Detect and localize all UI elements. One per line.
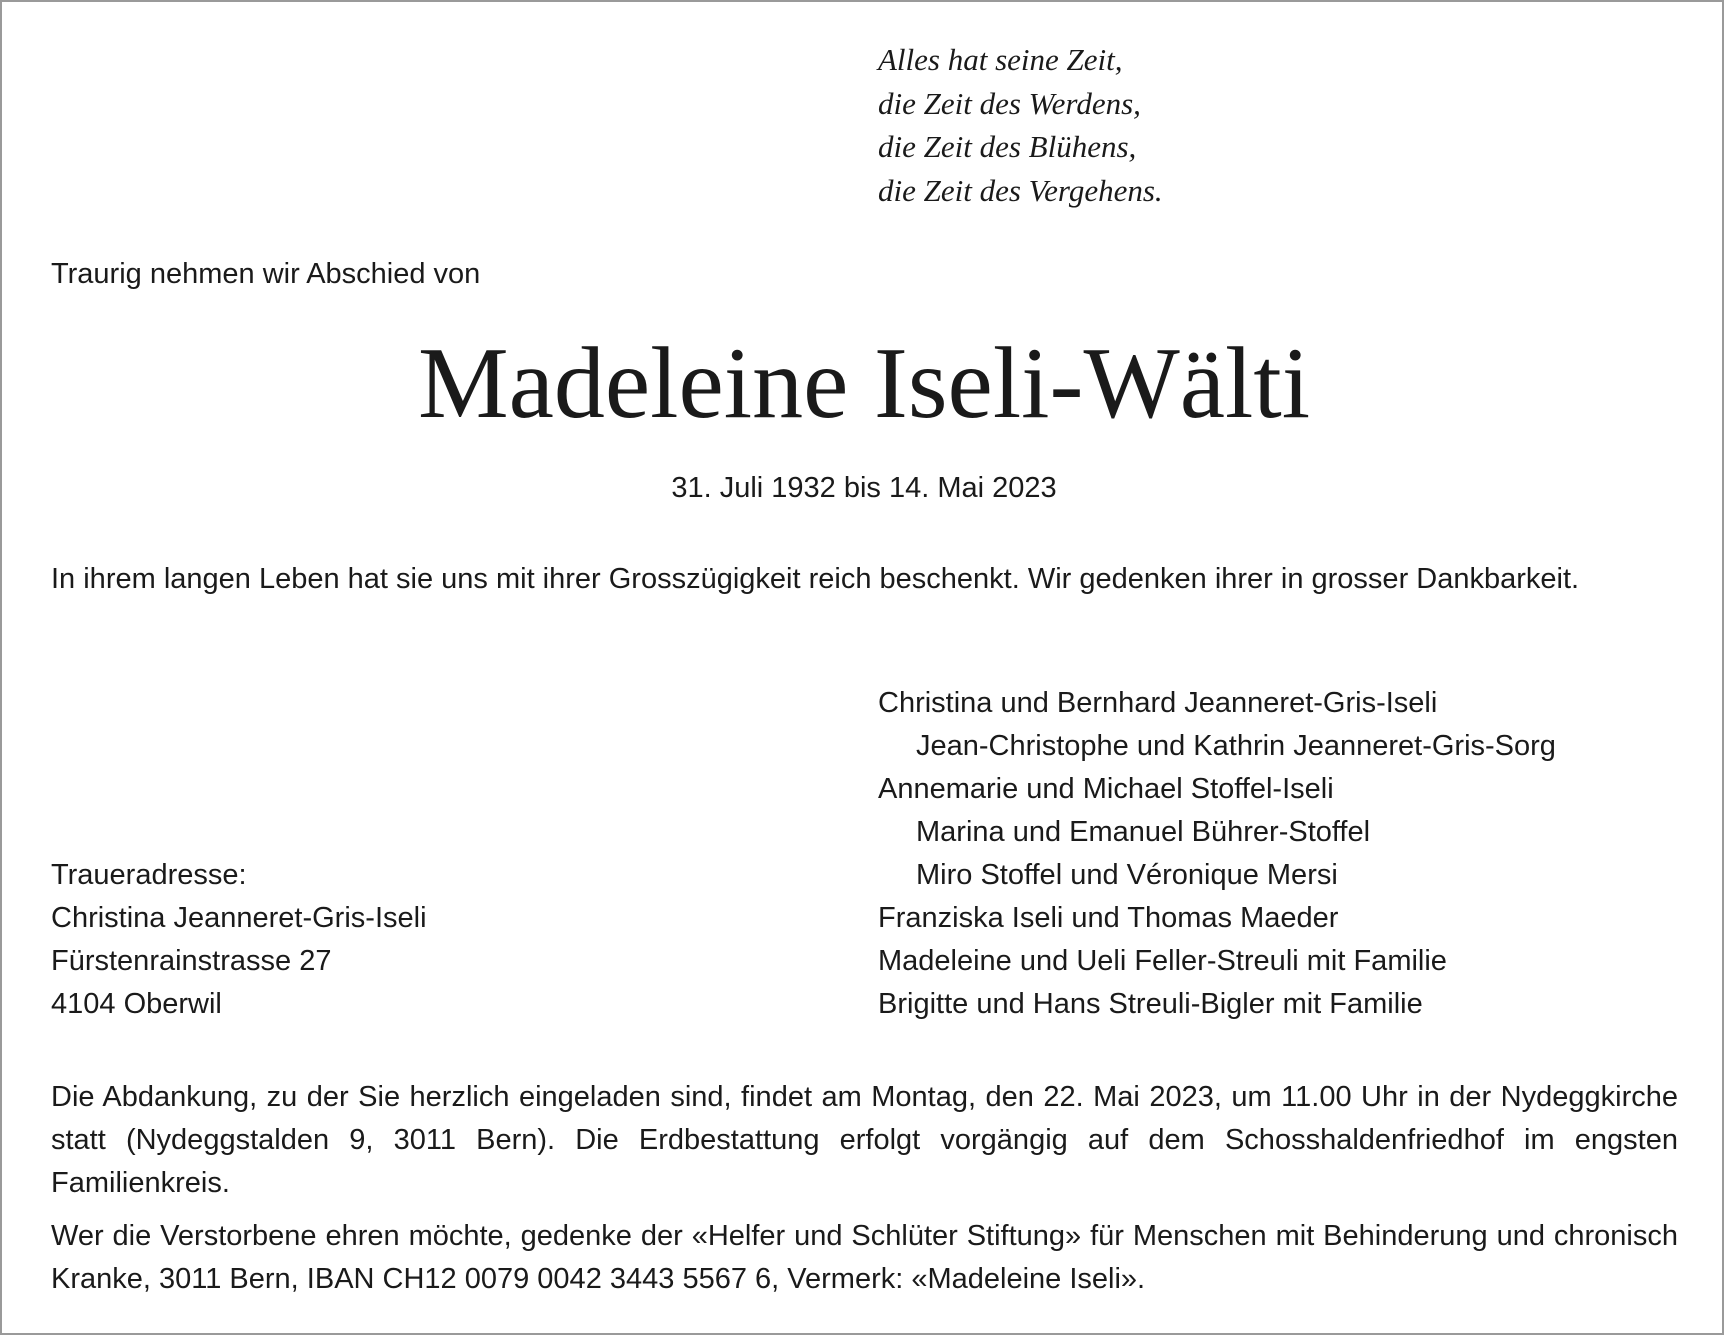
deceased-name: Madeleine Iseli-Wälti <box>417 327 1311 440</box>
mourning-address <box>51 854 427 1026</box>
address-name: Christina Jeanneret-Gris-Iseli <box>51 902 427 934</box>
poem <box>878 38 1163 212</box>
relative-entry: Annemarie und Michael Stoffel-Iseli <box>878 773 1334 805</box>
relative-entry: Jean-Christophe und Kathrin Jeanneret-Gris-Sorg <box>916 730 1556 762</box>
intro-text: Traurig nehmen wir Abschied von <box>51 258 481 290</box>
relative-entry: Brigitte und Hans Streuli-Bigler mit Familie <box>878 988 1423 1020</box>
poem-line: die Zeit des Werdens, <box>878 85 1141 121</box>
tribute-paragraph: In ihrem langen Leben hat sie uns mit ihrer Grosszügigkeit reich beschenkt. Wir gedenken ihrer in grosser Dankbarkeit. <box>51 563 1580 595</box>
relative-entry: Miro Stoffel und Véronique Mersi <box>916 859 1338 891</box>
address-city: 4104 Oberwil <box>51 988 222 1020</box>
ceremony-paragraph: Die Abdankung, zu der Sie herzlich eingeladen sind, findet am Montag, den 22. Mai 2023, um 11.00 Uhr in der Nydeggkirche statt (Nydeggstalden 9, 3011 Bern). Die Erdbestattung erfolgt vorgängig auf dem Schosshaldenfriedhof im engsten Familienkreis. <box>51 1081 1678 1199</box>
poem-line: Alles hat seine Zeit, <box>878 42 1123 77</box>
relative-entry: Christina und Bernhard Jeanneret-Gris-Iseli <box>878 687 1438 719</box>
relative-entry: Franziska Iseli und Thomas Maeder <box>878 902 1339 934</box>
donation-paragraph: Wer die Verstorbene ehren möchte, gedenke der «Helfer und Schlüter Stiftung» für Menschen mit Behinderung und chronisch Kranke, 3011 Bern, IBAN CH12 0079 0042 3443 5567 6, Vermerk: «Madeleine Iseli». <box>51 1220 1678 1295</box>
relative-entry: Marina und Emanuel Bührer-Stoffel <box>916 816 1371 848</box>
address-street: Fürstenrainstrasse 27 <box>51 945 332 977</box>
relatives-list <box>878 682 1556 1026</box>
poem-line: die Zeit des Vergehens. <box>878 172 1163 208</box>
poem-line: die Zeit des Blühens, <box>878 129 1137 164</box>
life-dates: 31. Juli 1932 bis 14. Mai 2023 <box>671 472 1057 504</box>
address-label: Traueradresse: <box>51 859 247 891</box>
relative-entry: Madeleine und Ueli Feller-Streuli mit Familie <box>878 945 1447 977</box>
